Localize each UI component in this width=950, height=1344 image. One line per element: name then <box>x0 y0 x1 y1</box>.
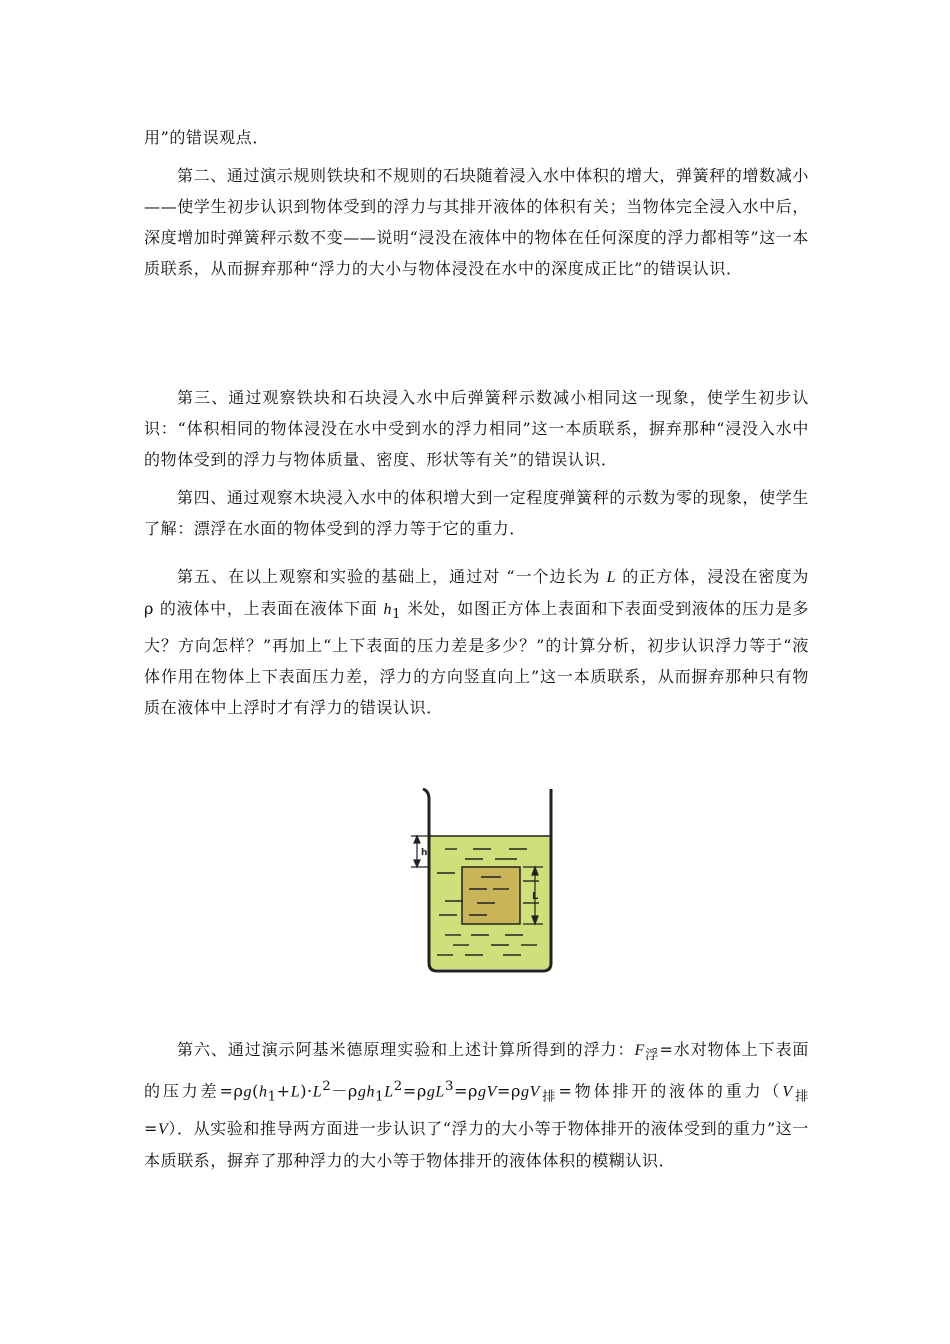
variable-h: h <box>383 601 393 618</box>
paragraph-fourth <box>144 482 809 544</box>
paragraph-second <box>144 160 809 284</box>
paragraph-continuation <box>144 122 809 153</box>
paragraph-text: 第三、通过观察铁块和石块浸入水中后弹簧秤示数减小相同这一现象，使学生初步认识：“体积相同的物体浸没在水中受到水的浮力相同”这一本质联系，摒弃那种“浸没入水中的物体受到的浮力与物体质量、密度、形状等有关”的错误认识． <box>144 388 809 469</box>
paragraph-fifth: 第五、在以上观察和实验的基础上，通过对 “一个边长为 L 的正方体，浸没在密度为 ρ 的液体中，上表面在液体下面 $h_1$ 米处，如图正方体上表面和下表面受到液体的压力是多大？方向怎样？”再加上“上下表面的压力差是多少？”的计算分析，初步认识浮力等于“液体作用在物体上下表面压力差，浮力的方向竖直向上”这一本质联系，从而摒弃那种只有物质在液体中上浮时才有浮力的错误认识． <box>144 567 809 718</box>
paragraph-third <box>144 382 809 475</box>
paragraph-text: 第二、通过演示规则铁块和不规则的石块随着浸入水中体积的增大，弹簧秤的增数减小——使学生初步认识到物体受到的浮力与其排开液体的体积有关；当物体完全浸入水中后，深度增加时弹簧秤示数不变——说明“浸没在液体中的物体在任何深度的浮力都相等”这一本质联系，从而摒弃那种“浮力的大小与物体浸没在水中的深度成正比”的错误认识． <box>144 166 809 278</box>
label-L: L <box>532 891 539 902</box>
paragraph-sixth: 第六、通过演示阿基米德原理实验和上述计算所得到的浮力：$F_浮=$水对物体上下表面的压力差$=\rho g(h_1+L)\cdot L^2-\rho gh_1L^2=\rho gL^3=\rho gV=\rho gV_排=$物体排开的液体的重力$(V_排=V)$．从实验和推导两方面进一步认识了“浮力的大小等于物体排开的液体受到的重力”这一本质联系，摒弃了那种浮力的大小等于物体排开的液体体积的模糊认识． <box>144 1040 809 1170</box>
beaker-figure <box>405 785 555 977</box>
paragraph-text: 用”的错误观点． <box>144 128 269 147</box>
paragraph-text: 第四、通过观察木块浸入水中的体积增大到一定程度弹簧秤的示数为零的现象，使学生了解：漂浮在水面的物体受到的浮力等于它的重力． <box>144 488 809 538</box>
variable-L: L <box>606 569 617 586</box>
label-h: h <box>421 848 428 858</box>
beaker-diagram <box>405 785 555 977</box>
